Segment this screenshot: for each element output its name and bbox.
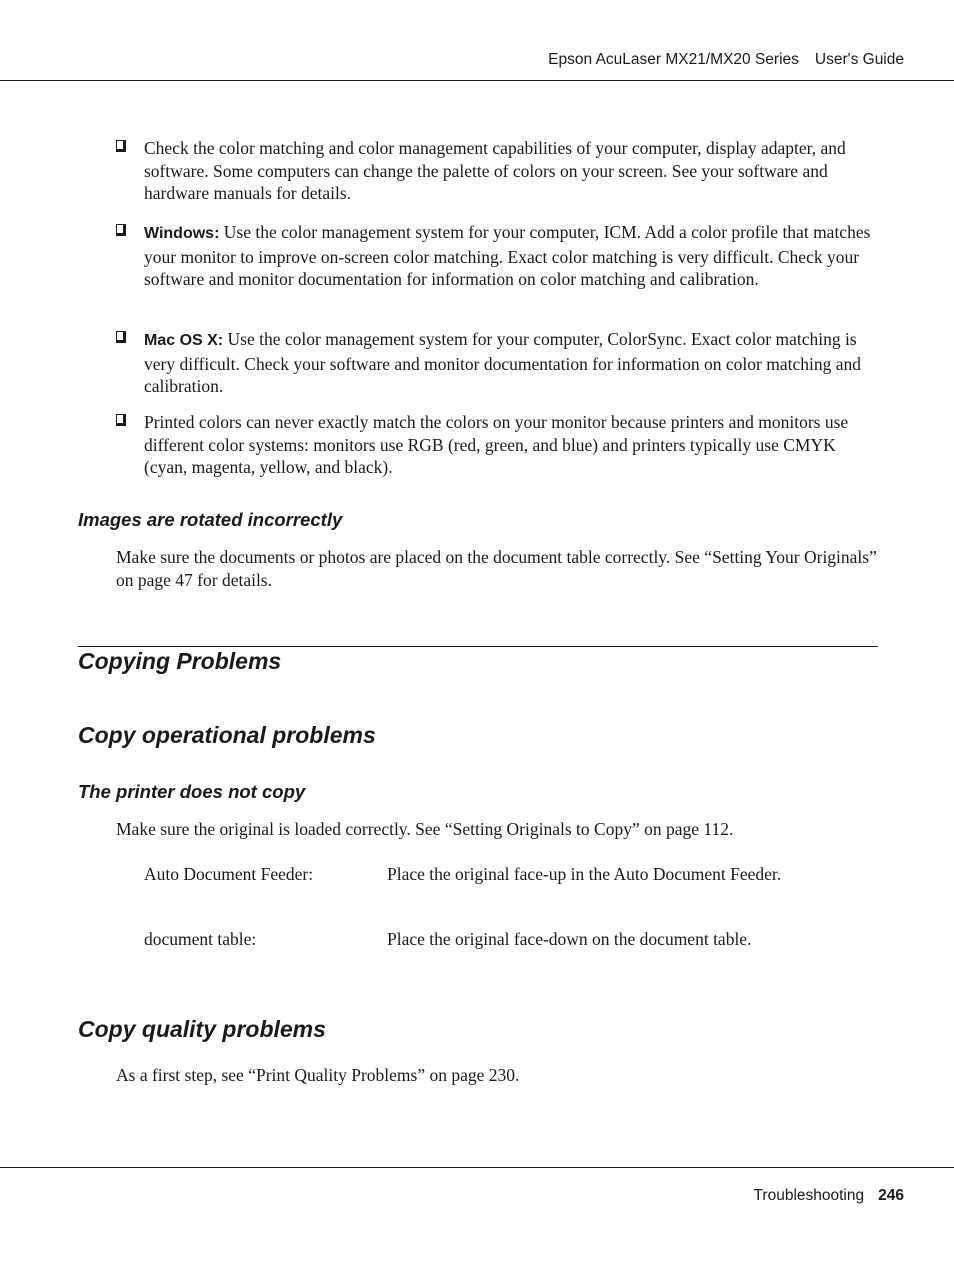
section-rule (78, 646, 878, 647)
table-label-document-table: document table: (144, 929, 257, 949)
heading-copy-quality-problems: Copy quality problems (78, 1016, 326, 1042)
table-value-adf: Place the original face-up in the Auto Document Feeder. (387, 864, 782, 884)
bullet-item-windows (116, 221, 878, 291)
heading-printer-does-not-copy: The printer does not copy (78, 781, 306, 802)
heading-copying-problems: Copying Problems (78, 648, 282, 674)
bullet-text: Printed colors can never exactly match the colors on your monitor because printers and monitors use different color systems: monitors use RGB (red, green, and blue) and printers typically use CMYK (cyan, magenta, yellow, and black). (144, 412, 849, 477)
bullet-text: Check the color matching and color management capabilities of your computer, display adapter, and software. Some computers can change the palette of colors on your screen. See your software and hardware manuals for details. (144, 138, 846, 203)
bullet-text: Windows: Use the color management system for your computer, ICM. Add a color profile that matches your monitor to improve on-screen color matching. Exact color matching is very difficult. Check your software and monitor documentation for information on color matching and calibration. (144, 222, 871, 289)
bullet-item-color-matching (116, 137, 878, 205)
images-rotated-body: Make sure the documents or photos are placed on the document table correctly. See “Setting Your Originals” on page 47 for details. (116, 547, 877, 590)
table-value-document-table: Place the original face-down on the document table. (387, 929, 752, 949)
bullet-lead: Windows: (144, 225, 220, 242)
bullet-text: Mac OS X: Use the color management system for your computer, ColorSync. Exact color matching is very difficult. Check your software and monitor documentation for information on color matching and calibration. (144, 329, 861, 396)
header-product: Epson AcuLaser MX21/MX20 Series (548, 51, 799, 68)
running-header (548, 51, 904, 69)
footer-section: Troubleshooting (753, 1187, 865, 1204)
copy-quality-body: As a first step, see “Print Quality Problems” on page 230. (116, 1065, 520, 1085)
checkbox-bullet-icon (116, 331, 126, 343)
printer-not-copy-body: Make sure the original is loaded correctly. See “Setting Originals to Copy” on page 112. (116, 819, 734, 839)
header-guide: User's Guide (814, 51, 904, 68)
checkbox-bullet-icon (116, 140, 126, 152)
bullet-item-printed-colors (116, 411, 878, 479)
table-label-adf: Auto Document Feeder: (144, 864, 314, 884)
checkbox-bullet-icon (116, 224, 126, 236)
footer-rule (0, 1167, 954, 1168)
heading-copy-operational-problems: Copy operational problems (78, 722, 376, 748)
page-number: 246 (878, 1187, 904, 1204)
heading-images-rotated: Images are rotated incorrectly (78, 509, 343, 530)
bullet-item-mac-os-x (116, 328, 878, 398)
running-footer (754, 1187, 904, 1205)
checkbox-bullet-icon (116, 414, 126, 426)
bullet-lead: Mac OS X: (144, 332, 224, 349)
header-rule (0, 80, 954, 81)
